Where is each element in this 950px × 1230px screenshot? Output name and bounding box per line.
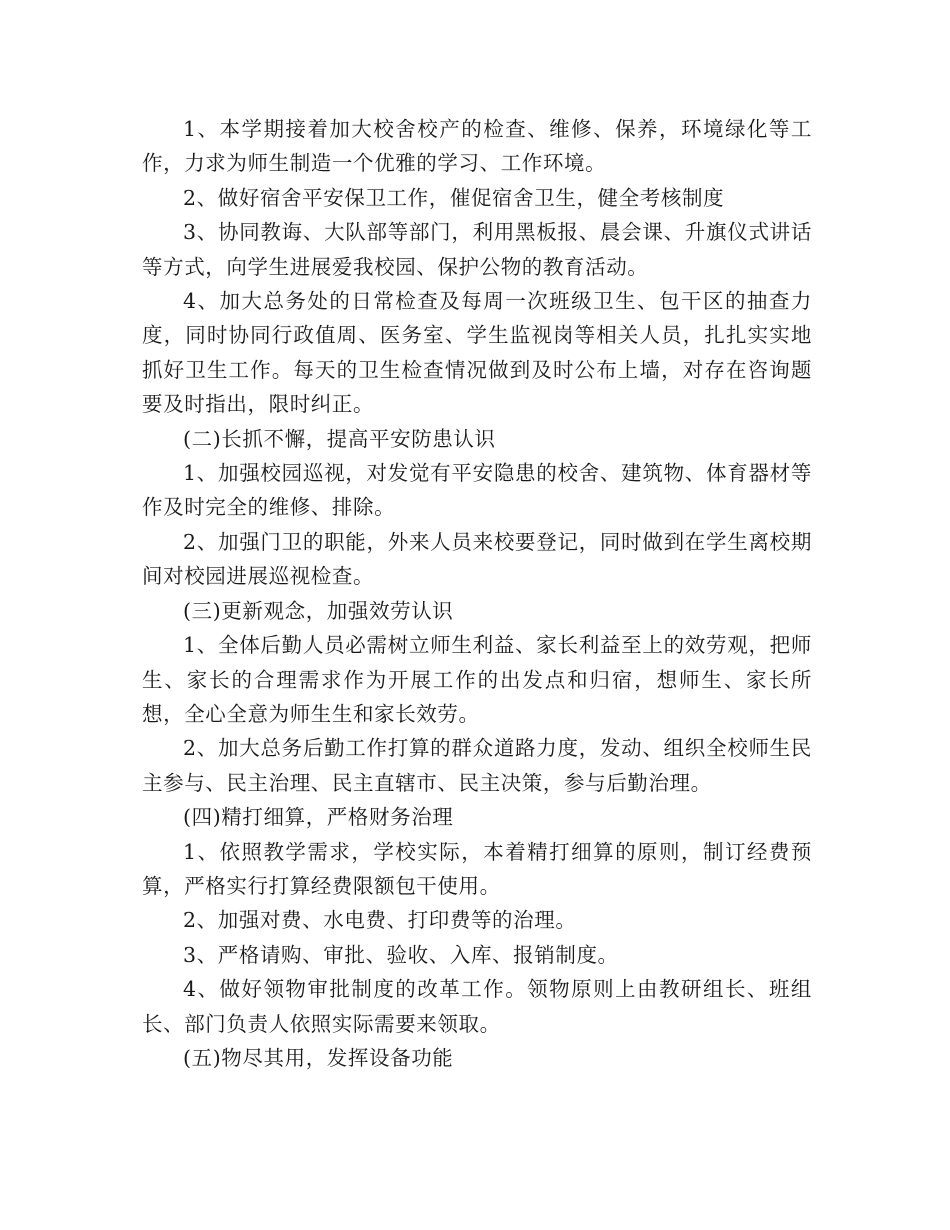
section-heading: (三)更新观念，加强效劳认识 xyxy=(183,598,454,623)
paragraph-item: 2、加强对费、水电费、打印费等的治理。 xyxy=(183,908,577,933)
paragraph-item: 2、加大总务后勤工作打算的群众道路力度，发动、组织全校师生民主参与、民主治理、民主直辖市、民主决策，参与后勤治理。 xyxy=(142,736,812,795)
paragraph-item: 3、严格请购、审批、验收、入库、报销制度。 xyxy=(183,942,619,967)
paragraph-item: 4、加大总务处的日常检查及每周一次班级卫生、包干区的抽查力度，同时协同行政值周、医务室、学生监视岗等相关人员，扎扎实实地抓好卫生工作。每天的卫生检查情况做到及时公布上墙，对存在咨询题要及时指出，限时纠正。 xyxy=(142,289,812,417)
document-body xyxy=(142,112,812,1075)
section-heading: (五)物尽其用，发挥设备功能 xyxy=(183,1045,454,1070)
paragraph-item: 1、全体后勤人员必需树立师生利益、家长利益至上的效劳观，把师生、家长的合理需求作为开展工作的出发点和归宿，想师生、家长所想，全心全意为师生生和家长效劳。 xyxy=(142,633,812,726)
section-heading: (四)精打细算，严格财务治理 xyxy=(183,805,454,830)
paragraph-item: 2、加强门卫的职能，外来人员来校要登记，同时做到在学生离校期间对校园进展巡视检查。 xyxy=(142,529,812,589)
paragraph-item: 1、加强校园巡视，对发觉有平安隐患的校舍、建筑物、体育器材等作及时完全的维修、排除。 xyxy=(142,461,812,520)
section-heading: (二)长抓不懈，提高平安防患认识 xyxy=(183,426,496,451)
paragraph-item: 1、本学期接着加大校舍校产的检查、维修、保养，环境绿化等工作，力求为师生制造一个优雅的学习、工作环境。 xyxy=(142,117,812,176)
paragraph-item: 2、做好宿舍平安保卫工作，催促宿舍卫生，健全考核制度 xyxy=(183,185,725,210)
paragraph-item: 1、依照教学需求，学校实际，本着精打细算的原则，制订经费预算，严格实行打算经费限额包干使用。 xyxy=(142,839,812,898)
paragraph-item: 4、做好领物审批制度的改革工作。领物原则上由教研组长、班组长、部门负责人依照实际需要来领取。 xyxy=(142,977,812,1036)
paragraph-item: 3、协同教诲、大队部等部门，利用黑板报、晨会课、升旗仪式讲话等方式，向学生进展爱我校园、保护公物的教育活动。 xyxy=(142,220,812,279)
